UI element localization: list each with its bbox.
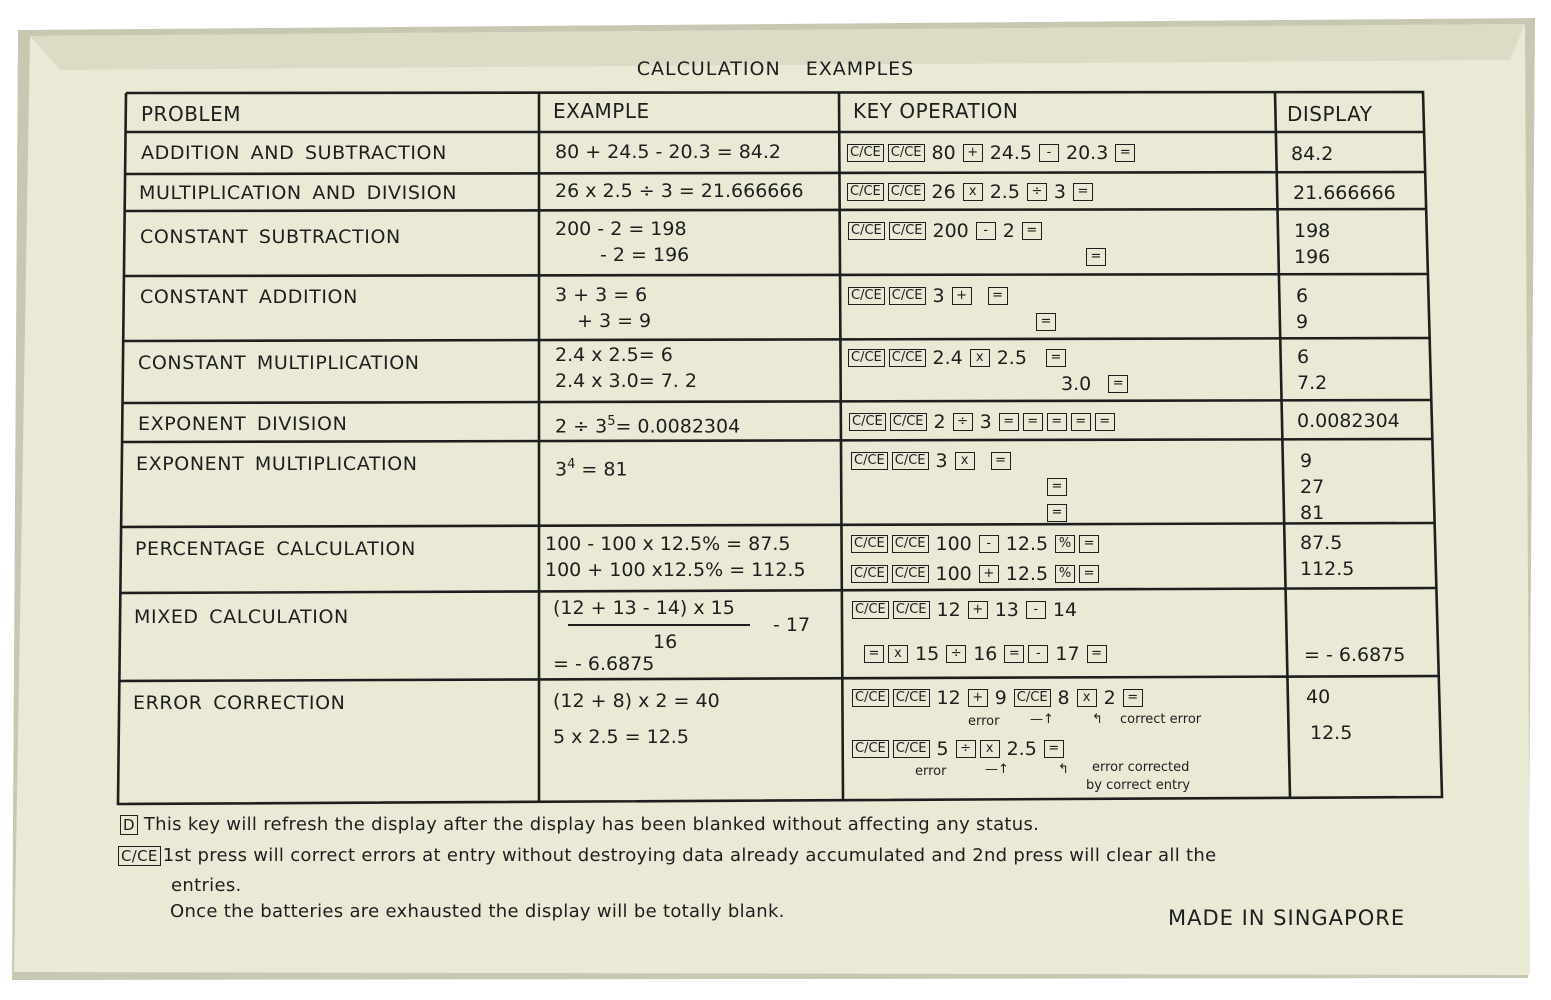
key-line [846,309,1058,335]
key-entry: 2.5 [1006,737,1037,760]
key-equals: = [1036,313,1056,331]
problem-exponent-multiplication: EXPONENT MULTIPLICATION [136,453,418,475]
example-result: = 81 [575,458,628,481]
key-line [846,282,1058,309]
key-cce: C/CE [889,222,926,240]
display-line: 87.5 [1300,532,1343,554]
key-cce: C/CE [1014,689,1051,707]
key-minus: - [976,222,996,240]
example-line: 100 + 100 x12.5% = 112.5 [545,559,806,581]
key-entry: 24.5 [989,141,1032,164]
row-divider-4 [125,274,1427,276]
key-entry: 12 [936,598,961,621]
problem-mixed: MIXED CALCULATION [134,606,349,628]
key-entry: 3 [935,449,948,472]
key-cce: C/CE [852,689,889,707]
display-line: 7.2 [1297,372,1328,394]
key-times: x [963,183,983,201]
display-percentage [1300,530,1354,582]
fraction-bar [568,624,750,626]
example-percentage [545,531,806,583]
example-line: 5 x 2.5 = 12.5 [553,726,689,748]
key-entry: 2 [1002,219,1015,242]
key-divide: ÷ [1027,183,1047,201]
note-error-corrected: error corrected [1092,760,1190,775]
key-cce: C/CE [889,349,926,367]
key-equals: = [1047,504,1067,522]
key-plus: + [963,144,983,162]
note-by-correct-entry: by correct entry [1086,778,1191,793]
key-line [846,217,1108,244]
key-cce: C/CE [851,535,888,553]
key-cce: C/CE [892,535,929,553]
arrow-up-icon: —↑ [985,762,1009,777]
note-error-1: error [968,714,1000,729]
key-percent: % [1055,565,1075,583]
display-line: 9 [1300,450,1313,472]
display-line: 196 [1294,246,1331,268]
footnote-cce-key [118,845,1216,866]
key-entry: 12 [936,686,961,709]
key-line [849,561,1101,588]
display-exponent-division: 0.0082304 [1297,410,1400,432]
example-error-correction [553,688,720,750]
row-divider-8 [122,523,1434,527]
key-entry: 100 [935,532,972,555]
note-error-2: error [915,764,947,779]
key-entry: 2 [1103,686,1116,709]
display-constant-multiplication [1297,344,1327,396]
display-line: 40 [1306,686,1331,708]
keys-mixed-line-2 [862,640,1109,667]
example-line: + 3 = 9 [577,310,652,332]
problem-addition: ADDITION AND SUBTRACTION [141,142,447,164]
key-entry: 12.5 [1005,563,1049,585]
example-line: (12 + 8) x 2 = 40 [553,690,720,712]
arrow-up-icon: —↑ [1030,712,1054,727]
sheet-title: CALCULATION EXAMPLES [636,58,915,80]
key-equals: = [1123,689,1143,707]
example-line: 3 + 3 = 6 [555,284,648,306]
key-cce: C/CE [847,144,884,162]
problem-percentage: PERCENTAGE CALCULATION [135,538,416,560]
header-display: DISPLAY [1287,102,1373,126]
key-cce: C/CE [889,287,926,305]
key-cce: C/CE [892,565,929,583]
arrow-back-icon: ↰ [1058,762,1069,777]
key-entry: 2.4 [932,346,963,369]
problem-exponent-division: EXPONENT DIVISION [138,413,348,435]
example-line: 100 - 100 x 12.5% = 87.5 [545,533,791,555]
key-percent: % [1055,535,1075,553]
key-entry: 26 [931,180,956,203]
key-entry: 17 [1055,642,1080,665]
display-constant-subtraction [1294,218,1330,270]
example-constant-subtraction [555,216,689,268]
key-equals: = [1004,645,1024,663]
key-minus: - [1028,645,1048,663]
footnote-cce-text: 1st press will correct errors at entry without destroying data already accumulated and 2nd press will clear all the [162,845,1217,866]
key-entry: 2 [933,410,946,433]
display-line: 9 [1296,311,1309,333]
key-equals: = [1086,248,1106,266]
keys-mixed-line-1 [850,596,1082,623]
key-plus: + [968,689,988,707]
key-divide: ÷ [946,645,966,663]
key-entry: 13 [994,598,1019,621]
problem-constant-multiplication: CONSTANT MULTIPLICATION [138,352,420,374]
example-mixed-numerator: (12 + 13 - 14) x 15 [553,597,735,619]
key-cce: C/CE [893,740,930,758]
key-equals: = [991,452,1011,470]
row-divider-10 [120,676,1439,681]
key-cce: C/CE [848,287,885,305]
display-exponent-multiplication [1300,448,1324,526]
example-multiplication: 26 x 2.5 ÷ 3 = 21.666666 [555,180,804,202]
keys-error-line-2 [850,735,1066,762]
key-equals: = [1023,413,1043,431]
row-divider-5 [124,338,1429,341]
display-line: 198 [1294,220,1331,242]
key-equals: = [1022,222,1042,240]
key-entry: 80 [931,141,956,164]
key-line [846,344,1130,371]
row-divider-3 [126,209,1426,211]
key-equals: = [864,645,884,663]
key-cce: C/CE [851,452,888,470]
problem-constant-addition: CONSTANT ADDITION [140,286,358,308]
key-equals: = [1073,183,1093,201]
footnote-d-text: This key will refresh the display after the display has been blanked without affecting any status. [143,814,1040,835]
d-key-icon: D [120,815,138,835]
key-minus: - [979,535,999,553]
key-cce: C/CE [888,183,925,201]
key-cce: C/CE [851,565,888,583]
keys-multiplication [845,178,1095,205]
key-cce: C/CE [847,183,884,201]
key-entry: 3 [1053,180,1066,203]
key-entry: 3 [979,410,992,433]
key-equals: = [1071,413,1091,431]
keys-addition [845,139,1137,166]
keys-exponent-division [847,408,1117,435]
key-times: x [888,645,908,663]
header-problem: PROBLEM [141,102,241,126]
col-divider-2 [839,92,843,800]
display-line: 112.5 [1300,558,1355,580]
key-times: x [955,452,975,470]
display-error-correction [1306,684,1352,746]
key-cce: C/CE [849,413,886,431]
display-constant-addition [1296,283,1308,335]
key-line [846,244,1108,270]
key-minus: - [1026,601,1046,619]
key-divide: ÷ [953,413,973,431]
key-entry: 100 [935,563,972,585]
key-entry: 15 [915,642,940,665]
footnote-d-key [120,814,1039,835]
example-mixed-result: = - 6.6875 [553,653,655,675]
key-entry: 5 [936,737,949,760]
key-cce: C/CE [893,601,930,619]
example-line: - 2 = 196 [600,244,690,266]
key-minus: - [1039,144,1059,162]
key-divide: ÷ [956,740,976,758]
key-equals: = [1047,478,1067,496]
key-times: x [1077,689,1097,707]
display-mixed: = - 6.6875 [1304,644,1406,666]
key-cce: C/CE [888,144,925,162]
example-exponent: 5 [607,414,616,429]
display-line: 6 [1296,285,1309,307]
key-cce: C/CE [893,689,930,707]
key-plus: + [952,287,972,305]
key-entry: 3.0 [1061,373,1092,395]
key-line [849,474,1069,500]
example-line: 2.4 x 2.5= 6 [555,344,673,366]
key-equals: = [1079,565,1099,583]
key-cce: C/CE [890,413,927,431]
problem-constant-subtraction: CONSTANT SUBTRACTION [140,226,401,248]
keys-error-line-1 [850,684,1145,711]
example-mixed-subtract: - 17 [773,614,811,636]
keys-constant-addition [846,282,1058,335]
key-entry: 12.5 [1005,532,1049,555]
example-mixed-denominator: 16 [653,631,678,653]
key-equals: = [1095,413,1115,431]
key-equals: = [1046,349,1066,367]
arrow-back-icon: ↰ [1092,712,1103,727]
key-plus: + [968,601,988,619]
footnote-cce-continued: entries. [171,875,242,896]
key-entry: 9 [994,686,1007,709]
key-cce: C/CE [892,452,929,470]
row-divider-2 [126,172,1425,174]
key-line [846,371,1130,398]
key-equals: = [1044,740,1064,758]
display-line: 27 [1300,476,1325,498]
key-entry: 2.5 [996,346,1027,369]
key-equals: = [999,413,1019,431]
key-equals: = [1079,535,1099,553]
key-entry: 3 [932,284,945,307]
example-exponent-multiplication [555,452,628,482]
key-times: x [980,740,1000,758]
key-entry: 14 [1052,598,1078,621]
row-divider-7 [123,439,1432,442]
example-line: 2.4 x 3.0= 7. 2 [555,370,697,392]
example-addition: 80 + 24.5 - 20.3 = 84.2 [555,141,782,163]
key-entry: 8 [1057,686,1070,709]
example-base: 2 ÷ 3 [555,415,608,438]
key-entry: 2.5 [989,180,1020,203]
example-exponent: 4 [567,457,576,472]
key-line [849,500,1069,526]
key-cce: C/CE [852,601,889,619]
keys-constant-multiplication [846,344,1130,397]
example-constant-addition [555,282,651,334]
key-times: x [970,349,990,367]
header-example: EXAMPLE [553,99,650,123]
keys-exponent-multiplication [849,447,1069,526]
key-cce: C/CE [852,740,889,758]
problem-error-correction: ERROR CORRECTION [133,692,346,714]
display-line: 12.5 [1310,722,1353,744]
key-equals: = [988,287,1008,305]
example-base: 3 [555,458,568,481]
key-entry: 200 [932,219,969,242]
example-constant-multiplication [555,342,697,394]
display-multiplication: 21.666666 [1293,182,1396,204]
keys-percentage [849,530,1101,587]
key-line [849,530,1101,557]
key-cce: C/CE [848,222,885,240]
key-plus: + [979,565,999,583]
example-line: 200 - 2 = 198 [555,218,687,240]
cce-key-icon: C/CE [118,846,161,866]
key-equals: = [1108,375,1128,393]
key-line [849,447,1069,474]
keys-constant-subtraction [846,217,1108,270]
display-addition: 84.2 [1291,143,1334,165]
display-line: 81 [1300,502,1325,524]
row-divider-9 [121,588,1436,593]
made-in-label: MADE IN SINGAPORE [1168,906,1406,930]
example-result: = 0.0082304 [615,415,741,438]
key-equals: = [1087,645,1107,663]
header-key-operation: KEY OPERATION [853,99,1019,123]
row-divider-6 [123,400,1431,403]
key-equals: = [1115,144,1135,162]
example-exponent-division [555,409,740,439]
problem-multiplication: MULTIPLICATION AND DIVISION [139,182,458,204]
key-entry: 16 [973,642,998,665]
key-equals: = [1047,413,1067,431]
footnote-battery: Once the batteries are exhausted the display will be totally blank. [170,901,785,922]
display-line: 6 [1297,346,1310,368]
key-cce: C/CE [848,349,885,367]
key-entry: 20.3 [1066,141,1109,164]
col-divider-3 [1275,92,1290,798]
note-correct-error: correct error [1120,712,1202,727]
